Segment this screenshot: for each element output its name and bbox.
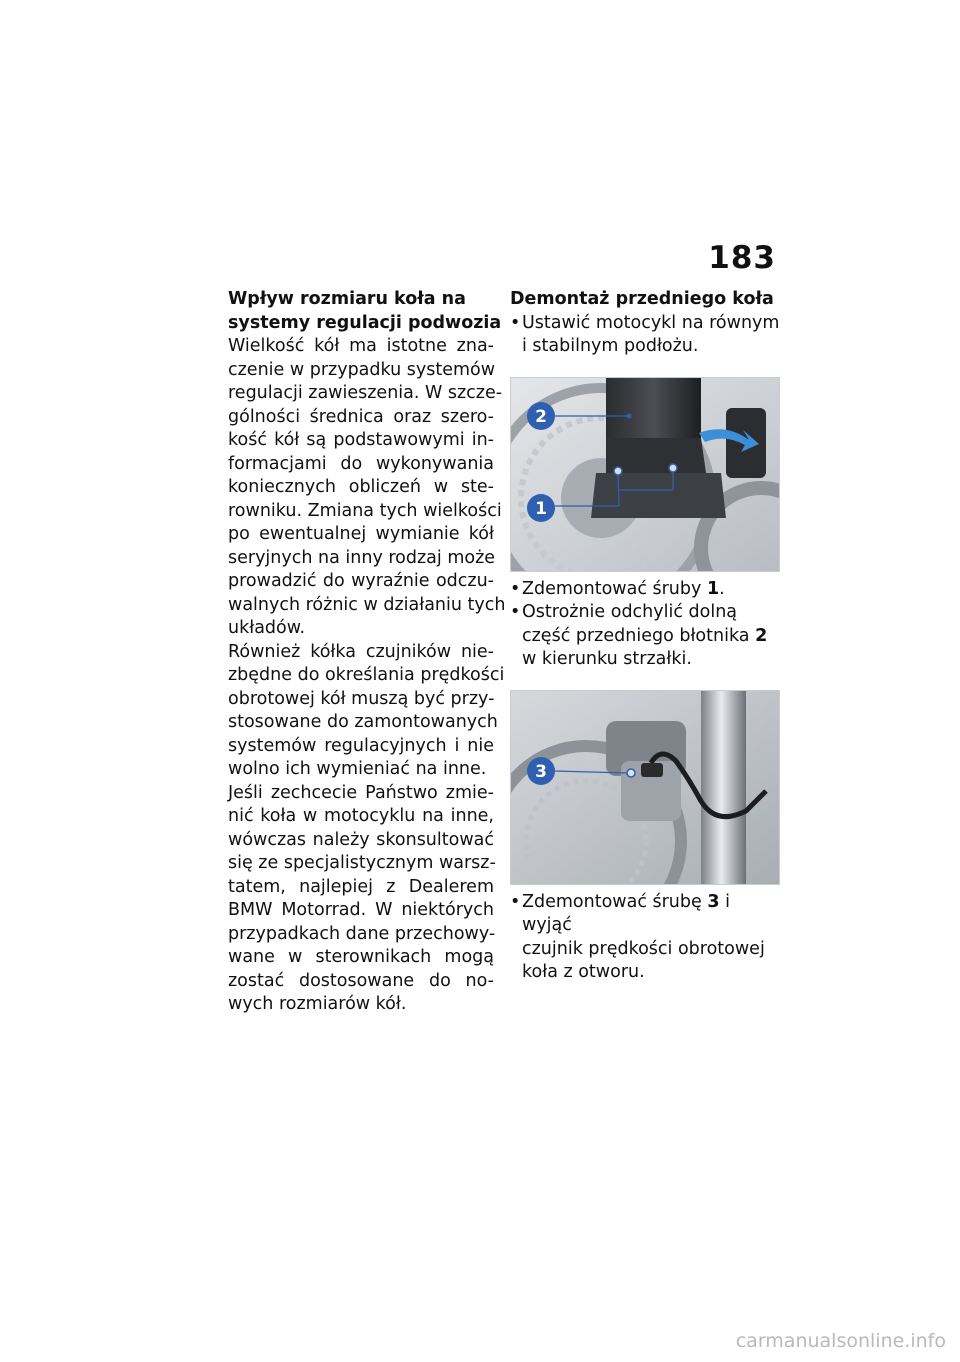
callout-label: 3 <box>535 761 547 782</box>
page-number: 183 <box>708 240 776 276</box>
text-line: walnych różnic w działaniu tych <box>228 594 506 615</box>
left-column <box>228 288 506 1017</box>
text-line: Jeśli zechcecie Państwo zmie- <box>228 782 494 803</box>
step-line <box>522 891 780 938</box>
part-reference: 1 <box>706 578 720 599</box>
text-line: wówczas należy skonsultować <box>228 829 494 850</box>
text-line: systemów regulacyjnych i nie <box>228 735 494 756</box>
step-line: w kierunku strzałki. <box>522 649 692 669</box>
step-text: i wyjąć <box>522 891 730 935</box>
callout-label: 2 <box>535 406 547 427</box>
step-line: i stabilnym podłożu. <box>522 336 699 356</box>
step-line: Ustawić motocykl na równym <box>522 312 780 333</box>
bullet-icon: • <box>510 891 521 912</box>
text-line: formacjami do wykonywania <box>228 453 494 474</box>
text-line: czenie w przypadku systemów <box>228 359 496 380</box>
step-text: Zdemontować śrubę <box>522 891 708 912</box>
text-line: wane w sterownikach mogą <box>228 947 494 967</box>
step-line: Ostrożnie odchylić dolną <box>522 602 738 622</box>
section-heading-wheel-size <box>228 288 502 335</box>
callout-label: 1 <box>535 498 547 519</box>
step-remove-screws <box>510 578 780 602</box>
paragraph-wheel-size <box>228 335 506 641</box>
step-swing-fender <box>510 601 780 672</box>
paragraph-sensor-rings <box>228 641 505 782</box>
text-line: seryjnych na inny rodzaj może <box>228 547 496 568</box>
text-line: rowniku. Zmiana tych wielkości <box>228 500 502 521</box>
heading-line: systemy regulacji podwozia <box>228 312 502 333</box>
text-line: układów. <box>228 618 306 638</box>
step-line <box>522 578 780 602</box>
step-line <box>522 625 780 649</box>
text-line: nić koła w motocyklu na inne, <box>228 806 494 826</box>
step-line: czujnik prędkości obrotowej <box>522 938 765 959</box>
step-text: Zdemontować śruby <box>522 578 707 599</box>
text-line: regulacji zawieszenia. W szcze- <box>228 383 503 403</box>
bullet-icon: • <box>510 312 521 333</box>
step-text: . <box>719 578 725 599</box>
text-line: po ewentualnej wymianie kół <box>228 524 494 544</box>
step-text: część przedniego błotnika <box>522 625 756 646</box>
text-line: stosowane do zamontowanych <box>228 712 498 732</box>
paragraph-dealer <box>228 782 494 1017</box>
heading-line: Wpływ rozmiaru koła na <box>228 289 466 309</box>
step-stand-motorcycle <box>510 312 780 359</box>
text-line: zostać dostosowane do no- <box>228 970 494 991</box>
text-line: przypadkach dane przechowy- <box>228 923 496 944</box>
text-line: obrotowej kół muszą być przy- <box>228 688 495 709</box>
text-line: tatem, najlepiej z Dealerem <box>228 876 494 897</box>
step-remove-sensor <box>510 891 780 985</box>
figure-speed-sensor <box>510 690 780 885</box>
text-line: wych rozmiarów kół. <box>228 994 407 1014</box>
watermark: carmanualsonline.info <box>735 1330 946 1352</box>
section-heading-front-wheel-removal: Demontaż przedniego koła <box>510 289 774 309</box>
text-line: Również kółka czujników nie- <box>228 641 494 662</box>
text-line: koniecznych obliczeń w ste- <box>228 477 494 497</box>
step-line: koła z otworu. <box>522 962 645 982</box>
text-line: wolno ich wymieniać na inne. <box>228 759 487 779</box>
text-line: zbędne do określania prędkości <box>228 665 505 685</box>
text-line: kość kół są podstawowymi in- <box>228 430 494 450</box>
part-reference: 2 <box>755 625 768 646</box>
text-line: BMW Motorrad. W niektórych <box>228 900 494 920</box>
bullet-icon: • <box>510 578 521 599</box>
text-line: prowadzić do wyraźnie odczu- <box>228 571 494 591</box>
part-reference: 3 <box>707 891 720 912</box>
text-line: się ze specjalistycznym warsz- <box>228 853 496 873</box>
text-line: Wielkość kół ma istotne zna- <box>228 336 494 356</box>
figure-fork-fender-screws <box>510 377 780 572</box>
bullet-icon: • <box>510 602 521 622</box>
text-line: gólności średnica oraz szero- <box>228 406 494 427</box>
right-column <box>510 288 780 985</box>
